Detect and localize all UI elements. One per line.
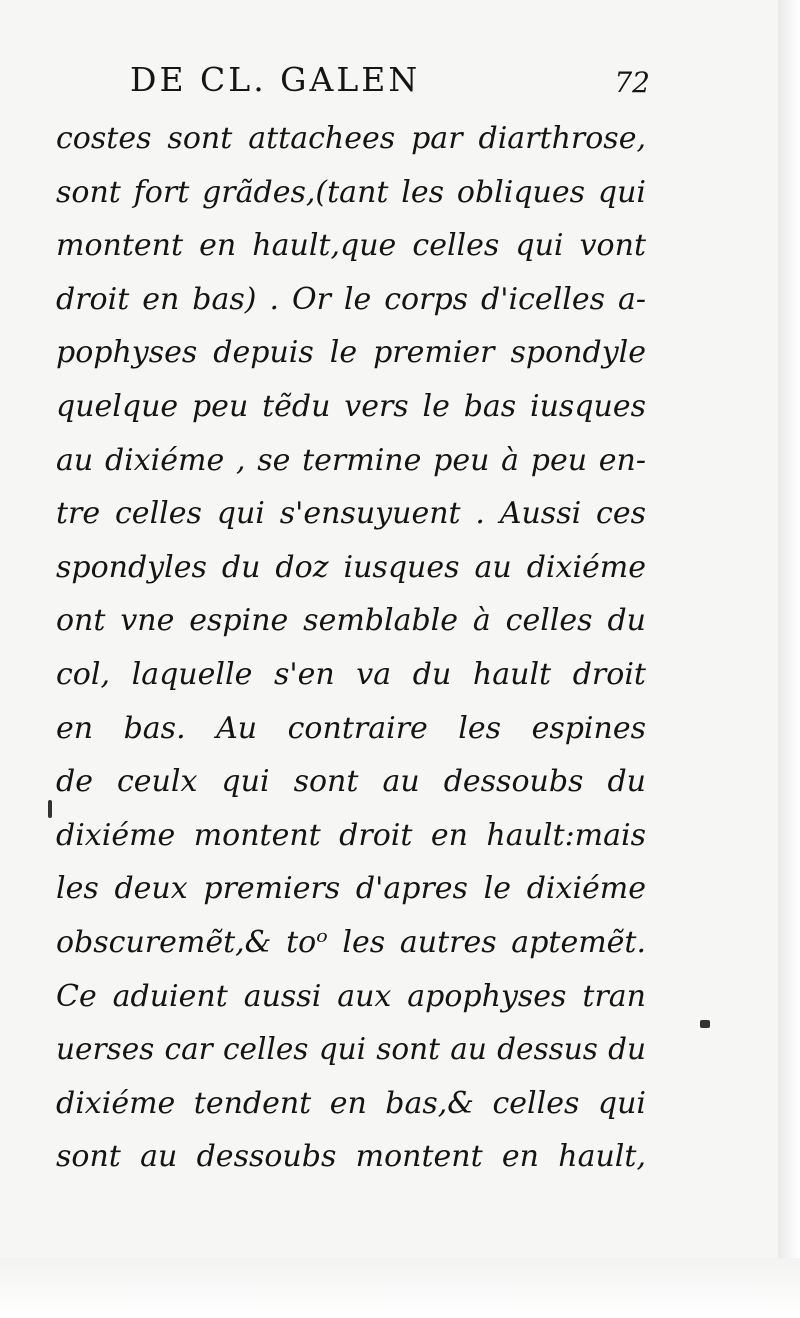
text-line: uerses car celles qui sont au dessus du <box>56 1032 646 1067</box>
text-line: montent en hault,que celles qui vont <box>56 228 646 264</box>
text-line: Ce aduient aussi aux apophyses tran <box>56 978 646 1014</box>
page-bottom-margin <box>0 1258 800 1318</box>
text-line: dixiéme montent droit en hault:mais <box>56 817 646 853</box>
text-line: dixiéme tendent en bas,& celles qui <box>56 1085 646 1121</box>
body-text <box>56 112 646 1184</box>
text-line: quelque peu tẽdu vers le bas iusques <box>56 388 646 424</box>
ink-speck <box>700 1020 710 1028</box>
text-line: col, laquelle s'en va du hault droit <box>56 656 646 692</box>
page-header <box>130 60 650 110</box>
page-edge-shadow <box>778 0 800 1318</box>
text-line: sont fort grãdes,(tant les obliques qui <box>56 174 646 210</box>
text-line: de ceulx qui sont au dessoubs du <box>56 764 646 800</box>
text-line: sont au dessoubs montent en hault, <box>56 1139 646 1175</box>
running-title: DE CL. GALEN <box>130 60 421 99</box>
text-line: en bas. Au contraire les espines <box>56 710 646 746</box>
text-line: au dixiéme , se termine peu à peu en- <box>56 442 646 478</box>
text-line: obscuremẽt,& toᵒ les autres aptemẽt. <box>56 924 646 960</box>
page-number: 72 <box>614 66 650 99</box>
text-line: tre celles qui s'ensuyuent . Aussi ces <box>56 496 646 532</box>
text-line: ont vne espine semblable à celles du <box>56 603 646 639</box>
text-line: spondyles du doz iusques au dixiéme <box>56 549 646 585</box>
text-line: les deux premiers d'apres le dixiéme <box>56 871 646 907</box>
text-line: pophyses depuis le premier spondyle <box>56 335 646 371</box>
text-line: costes sont attachees par diarthrose, <box>56 121 646 156</box>
ink-speck <box>48 800 52 818</box>
text-line: droit en bas) . Or le corps d'icelles a- <box>56 281 646 317</box>
